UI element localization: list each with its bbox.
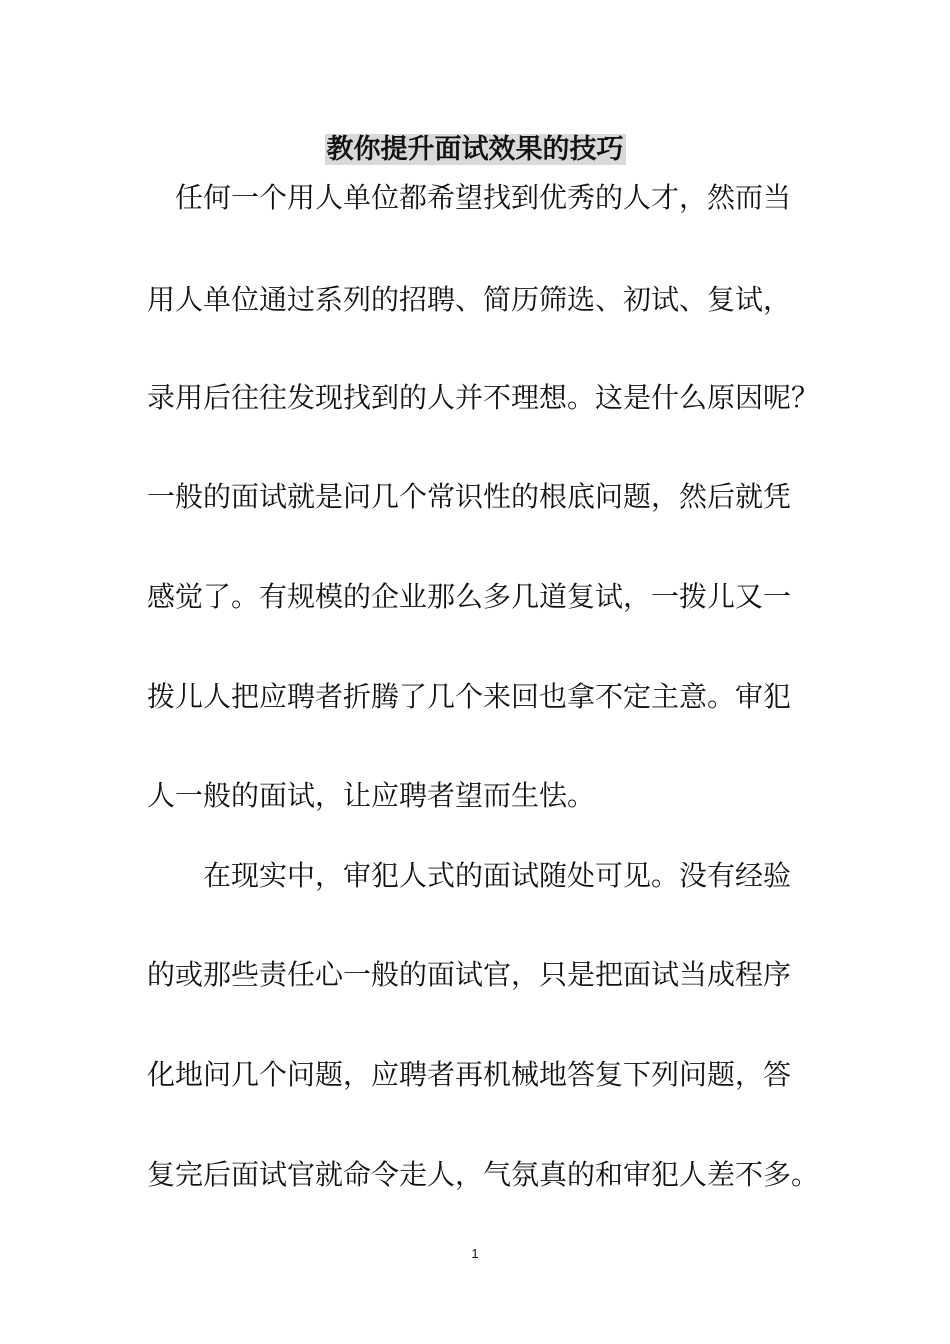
body-line-7: 人一般的面试，让应聘者望而生怯。 (147, 779, 596, 812)
body-line-1: 任何一个用人单位都希望找到优秀的人才，然而当 (147, 181, 792, 214)
body-line-10: 化地问几个问题，应聘者再机械地答复下列问题，答 (147, 1058, 792, 1091)
body-line-6: 拨儿人把应聘者折腾了几个来回也拿不定主意。审犯 (147, 680, 792, 713)
body-line-11: 复完后面试官就命令走人，气氛真的和审犯人差不多。 (147, 1158, 820, 1191)
body-line-8: 在现实中，审犯人式的面试随处可见。没有经验 (147, 859, 792, 892)
document-title (0, 130, 950, 170)
body-line-4: 一般的面试就是问几个常识性的根底问题，然后就凭 (147, 480, 792, 513)
body-line-9: 的或那些责任心一般的面试官，只是把面试当成程序 (147, 958, 792, 991)
body-line-2: 用人单位通过系列的招聘、简历筛选、初试、复试， (147, 283, 792, 316)
body-line-5: 感觉了。有规模的企业那么多几道复试，一拨儿又一 (147, 580, 792, 613)
page-number: 1 (471, 1246, 479, 1261)
document-title-text: 教你提升面试效果的技巧 (326, 134, 624, 165)
body-line-3: 录用后往往发现找到的人并不理想。这是什么原因呢？ (147, 381, 820, 414)
